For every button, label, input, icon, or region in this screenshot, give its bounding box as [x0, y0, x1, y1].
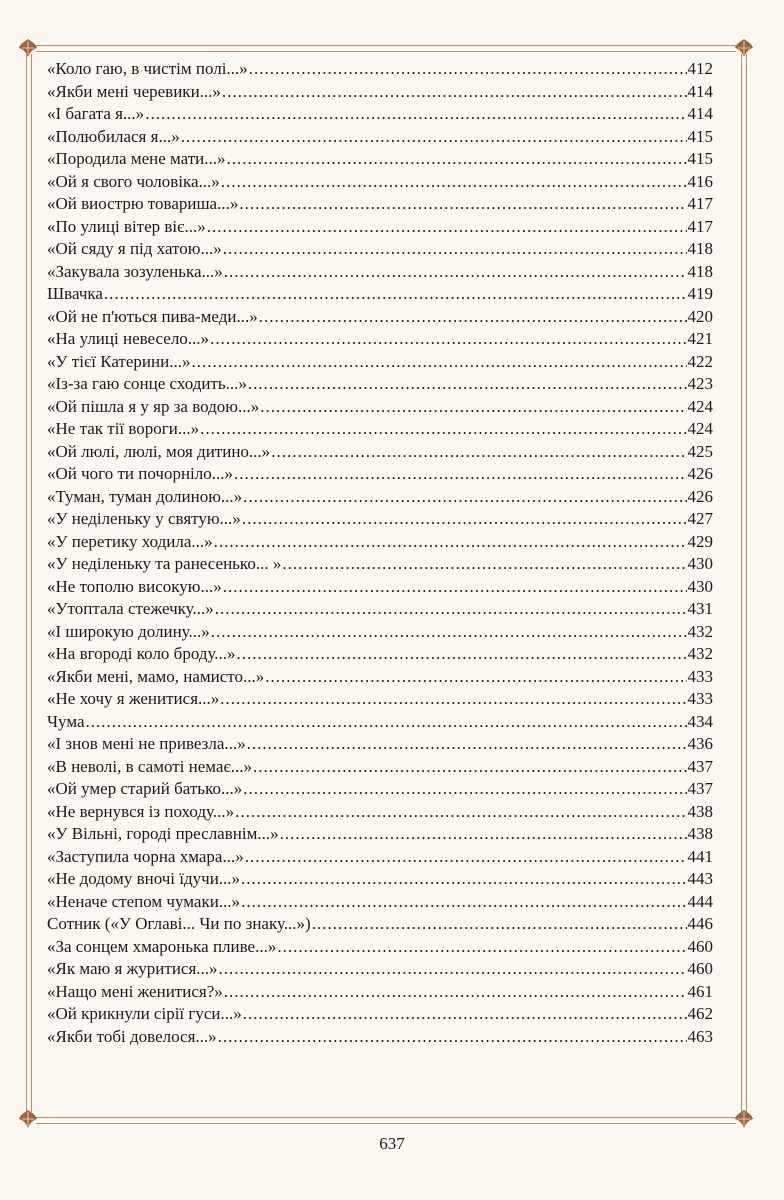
toc-entry-page: 423: [687, 374, 713, 393]
toc-entry-title: «Ой чого ти почорніло...»: [47, 464, 234, 483]
toc-dot-leader: [247, 733, 687, 756]
toc-dot-leader: [215, 598, 687, 621]
toc-entry: [47, 238, 713, 261]
toc-dot-leader: [181, 126, 687, 149]
toc-entry-page: 460: [687, 936, 713, 956]
toc-entry: [47, 486, 713, 509]
toc-entry-page: 424: [687, 419, 713, 438]
table-of-contents: [47, 58, 713, 1048]
toc-entry-title: Чума: [47, 711, 85, 731]
toc-entry: [47, 846, 713, 869]
toc-entry-title: «На вгороді коло броду...»: [47, 644, 236, 663]
toc-dot-leader: [222, 81, 687, 104]
toc-dot-leader: [243, 486, 686, 509]
toc-entry-page: 422: [687, 351, 713, 371]
toc-entry: [47, 531, 713, 554]
toc-entry-title: Швачка: [47, 284, 103, 303]
toc-entry: [47, 756, 713, 779]
toc-entry: [47, 598, 713, 621]
toc-entry-title: «Ой умер старий батько...»: [47, 779, 243, 798]
toc-entry: [47, 733, 713, 756]
toc-dot-leader: [280, 823, 687, 846]
toc-entry-title: «Коло гаю, в чистім полі...»: [47, 59, 248, 78]
toc-entry: [47, 216, 713, 239]
toc-dot-leader: [265, 666, 686, 689]
toc-entry-page: 426: [687, 464, 713, 483]
toc-entry: [47, 913, 713, 936]
toc-entry-title: «Із-за гаю сонце сходить...»: [47, 374, 247, 393]
toc-entry-title: «Утоптала стежечку...»: [47, 599, 214, 618]
toc-dot-leader: [86, 711, 687, 734]
toc-dot-leader: [224, 981, 687, 1004]
toc-entry-title: «Не вернувся із походу...»: [47, 801, 235, 821]
toc-dot-leader: [260, 396, 686, 419]
toc-entry-title: «У неділеньку у святую...»: [47, 509, 241, 528]
toc-dot-leader: [239, 193, 686, 216]
toc-entry-title: «Не додому вночі їдучи...»: [47, 869, 241, 888]
leaf-ornament-icon: [733, 1108, 755, 1130]
toc-entry-title: «За сонцем хмаронька пливе...»: [47, 936, 277, 956]
toc-entry: [47, 778, 713, 801]
toc-dot-leader: [243, 1003, 687, 1026]
toc-entry-title: «Як маю я журитися...»: [47, 959, 218, 978]
toc-entry: [47, 981, 713, 1004]
toc-entry: [47, 351, 713, 374]
toc-dot-leader: [312, 913, 687, 936]
toc-entry: [47, 283, 713, 306]
toc-entry: [47, 373, 713, 396]
toc-entry: [47, 823, 713, 846]
toc-entry: [47, 666, 713, 689]
toc-entry-page: 437: [687, 779, 713, 798]
toc-entry-page: 433: [687, 689, 713, 708]
toc-entry-title: Сотник («У Оглаві... Чи по знаку...»): [47, 914, 311, 933]
toc-entry: [47, 868, 713, 891]
toc-dot-leader: [191, 351, 686, 374]
toc-entry: [47, 103, 713, 126]
toc-entry: [47, 148, 713, 171]
toc-entry-page: 430: [687, 576, 713, 596]
toc-dot-leader: [259, 306, 687, 329]
page-number: 637: [379, 1134, 405, 1153]
toc-entry-title: «Ой виострю товариша...»: [47, 194, 239, 213]
toc-dot-leader: [223, 238, 687, 261]
toc-entry-page: 418: [687, 261, 713, 281]
toc-entry-page: 433: [687, 666, 713, 686]
toc-entry: [47, 891, 713, 914]
toc-entry: [47, 1026, 713, 1049]
toc-entry: [47, 396, 713, 419]
toc-entry: [47, 688, 713, 711]
toc-entry-title: «І широкую долину...»: [47, 621, 210, 641]
toc-entry-page: 417: [687, 216, 713, 236]
toc-entry-page: 444: [687, 891, 713, 911]
toc-entry-page: 412: [687, 59, 713, 78]
toc-entry-title: «І знов мені не привезла...»: [47, 734, 246, 753]
toc-dot-leader: [282, 553, 686, 576]
toc-entry: [47, 936, 713, 959]
toc-entry: [47, 801, 713, 824]
toc-entry: [47, 1003, 713, 1026]
toc-entry-page: 432: [687, 621, 713, 641]
toc-entry: [47, 126, 713, 149]
toc-entry-title: «Не тополю високую...»: [47, 576, 222, 596]
toc-entry-page: 460: [687, 959, 713, 978]
toc-entry-page: 436: [687, 734, 713, 753]
toc-entry-page: 427: [687, 509, 713, 528]
toc-entry-page: 426: [687, 486, 713, 506]
toc-entry-title: «Туман, туман долиною...»: [47, 486, 243, 506]
toc-entry: [47, 193, 713, 216]
toc-entry-title: «У неділеньку та ранесенько... »: [47, 554, 282, 573]
toc-entry-title: «Неначе степом чумаки...»: [47, 891, 241, 911]
toc-entry-title: «Нащо мені женитися?»: [47, 981, 223, 1001]
toc-entry-title: «Заступила чорна хмара...»: [47, 846, 244, 866]
toc-entry: [47, 463, 713, 486]
toc-entry-page: 431: [687, 599, 713, 618]
toc-entry-title: «Ой я свого чоловіка...»: [47, 171, 220, 191]
toc-entry-page: 463: [687, 1026, 713, 1046]
toc-entry: [47, 441, 713, 464]
toc-entry-page: 443: [687, 869, 713, 888]
toc-dot-leader: [243, 778, 686, 801]
toc-dot-leader: [253, 756, 686, 779]
leaf-ornament-icon: [17, 1108, 39, 1130]
leaf-ornament-icon: [733, 37, 755, 59]
toc-entry-page: 430: [687, 554, 713, 573]
toc-dot-leader: [227, 148, 687, 171]
toc-entry-page: 434: [687, 711, 713, 731]
toc-entry: [47, 508, 713, 531]
toc-entry-title: «Ой не п'ються пива-меди...»: [47, 306, 258, 326]
toc-dot-leader: [221, 171, 687, 194]
toc-dot-leader: [224, 261, 687, 284]
toc-entry-page: 462: [687, 1004, 713, 1023]
toc-entry: [47, 643, 713, 666]
toc-entry: [47, 171, 713, 194]
toc-dot-leader: [104, 283, 687, 306]
toc-dot-leader: [223, 576, 687, 599]
toc-entry: [47, 711, 713, 734]
toc-dot-leader: [235, 801, 686, 824]
toc-dot-leader: [242, 508, 687, 531]
toc-entry: [47, 81, 713, 104]
toc-dot-leader: [211, 621, 687, 644]
toc-dot-leader: [207, 216, 687, 239]
toc-dot-leader: [145, 103, 686, 126]
toc-entry-title: «Не хочу я женитися...»: [47, 689, 220, 708]
toc-entry: [47, 576, 713, 599]
toc-entry-title: «Породила мене мати...»: [47, 149, 226, 168]
toc-entry-title: «У Вільні, городі преславнім...»: [47, 824, 279, 843]
toc-entry: [47, 621, 713, 644]
toc-entry-page: 438: [687, 801, 713, 821]
toc-entry-page: 461: [687, 981, 713, 1001]
toc-entry-page: 417: [687, 194, 713, 213]
toc-dot-leader: [277, 936, 686, 959]
toc-dot-leader: [218, 1026, 687, 1049]
toc-entry-page: 432: [687, 644, 713, 663]
frame-bottom-rule: [36, 1117, 736, 1124]
toc-entry-title: «По улиці вітер віє...»: [47, 216, 206, 236]
toc-entry-title: «І багата я...»: [47, 104, 145, 123]
toc-entry: [47, 328, 713, 351]
toc-dot-leader: [234, 463, 686, 486]
toc-dot-leader: [237, 643, 687, 666]
toc-entry-page: 418: [687, 239, 713, 258]
toc-entry-page: 421: [687, 329, 713, 348]
toc-entry: [47, 306, 713, 329]
toc-dot-leader: [248, 373, 687, 396]
toc-entry-page: 419: [687, 284, 713, 303]
toc-entry-page: 424: [687, 396, 713, 416]
toc-entry-title: «Якби мені черевики...»: [47, 81, 221, 101]
toc-dot-leader: [249, 58, 687, 81]
toc-dot-leader: [200, 418, 686, 441]
toc-entry-page: 437: [687, 756, 713, 776]
toc-dot-leader: [219, 958, 687, 981]
toc-entry: [47, 553, 713, 576]
toc-entry-page: 441: [687, 846, 713, 866]
toc-entry-page: 420: [687, 306, 713, 326]
toc-entry: [47, 958, 713, 981]
toc-entry-title: «Якби мені, мамо, намисто...»: [47, 666, 265, 686]
toc-dot-leader: [271, 441, 686, 464]
toc-entry-title: «Ой пішла я у яр за водою...»: [47, 396, 260, 416]
toc-entry-page: 416: [687, 171, 713, 191]
toc-entry-title: «Ой сяду я під хатою...»: [47, 239, 222, 258]
toc-entry-title: «Полюбилася я...»: [47, 126, 180, 146]
toc-entry-title: «Якби тобі довелося...»: [47, 1026, 217, 1046]
toc-dot-leader: [210, 328, 686, 351]
toc-entry-title: «На улиці невесело...»: [47, 329, 210, 348]
toc-entry-title: «В неволі, в самоті немає...»: [47, 756, 253, 776]
toc-dot-leader: [220, 688, 686, 711]
toc-entry-title: «Ой крикнули сірії гуси...»: [47, 1004, 242, 1023]
toc-entry-page: 414: [687, 81, 713, 101]
toc-entry-page: 446: [687, 914, 713, 933]
toc-entry: [47, 261, 713, 284]
toc-entry-title: «У тієї Катерини...»: [47, 351, 191, 371]
toc-entry-title: «Не так тії вороги...»: [47, 419, 200, 438]
frame-top-rule: [36, 45, 736, 52]
toc-entry-page: 414: [687, 104, 713, 123]
toc-entry-title: «У перетику ходила...»: [47, 531, 213, 551]
toc-entry-page: 438: [687, 824, 713, 843]
toc-entry: [47, 418, 713, 441]
toc-entry-title: «Закувала зозуленька...»: [47, 261, 223, 281]
toc-dot-leader: [241, 891, 686, 914]
toc-dot-leader: [214, 531, 687, 554]
leaf-ornament-icon: [17, 37, 39, 59]
toc-entry-title: «Ой люлі, люлі, моя дитино...»: [47, 441, 271, 461]
frame-left-rule: [26, 54, 32, 1112]
toc-dot-leader: [241, 868, 686, 891]
frame-right-rule: [741, 54, 747, 1112]
toc-entry-page: 425: [687, 441, 713, 461]
toc-dot-leader: [245, 846, 687, 869]
toc-entry-page: 415: [687, 126, 713, 146]
toc-entry: [47, 58, 713, 81]
toc-entry-page: 415: [687, 149, 713, 168]
toc-entry-page: 429: [687, 531, 713, 551]
